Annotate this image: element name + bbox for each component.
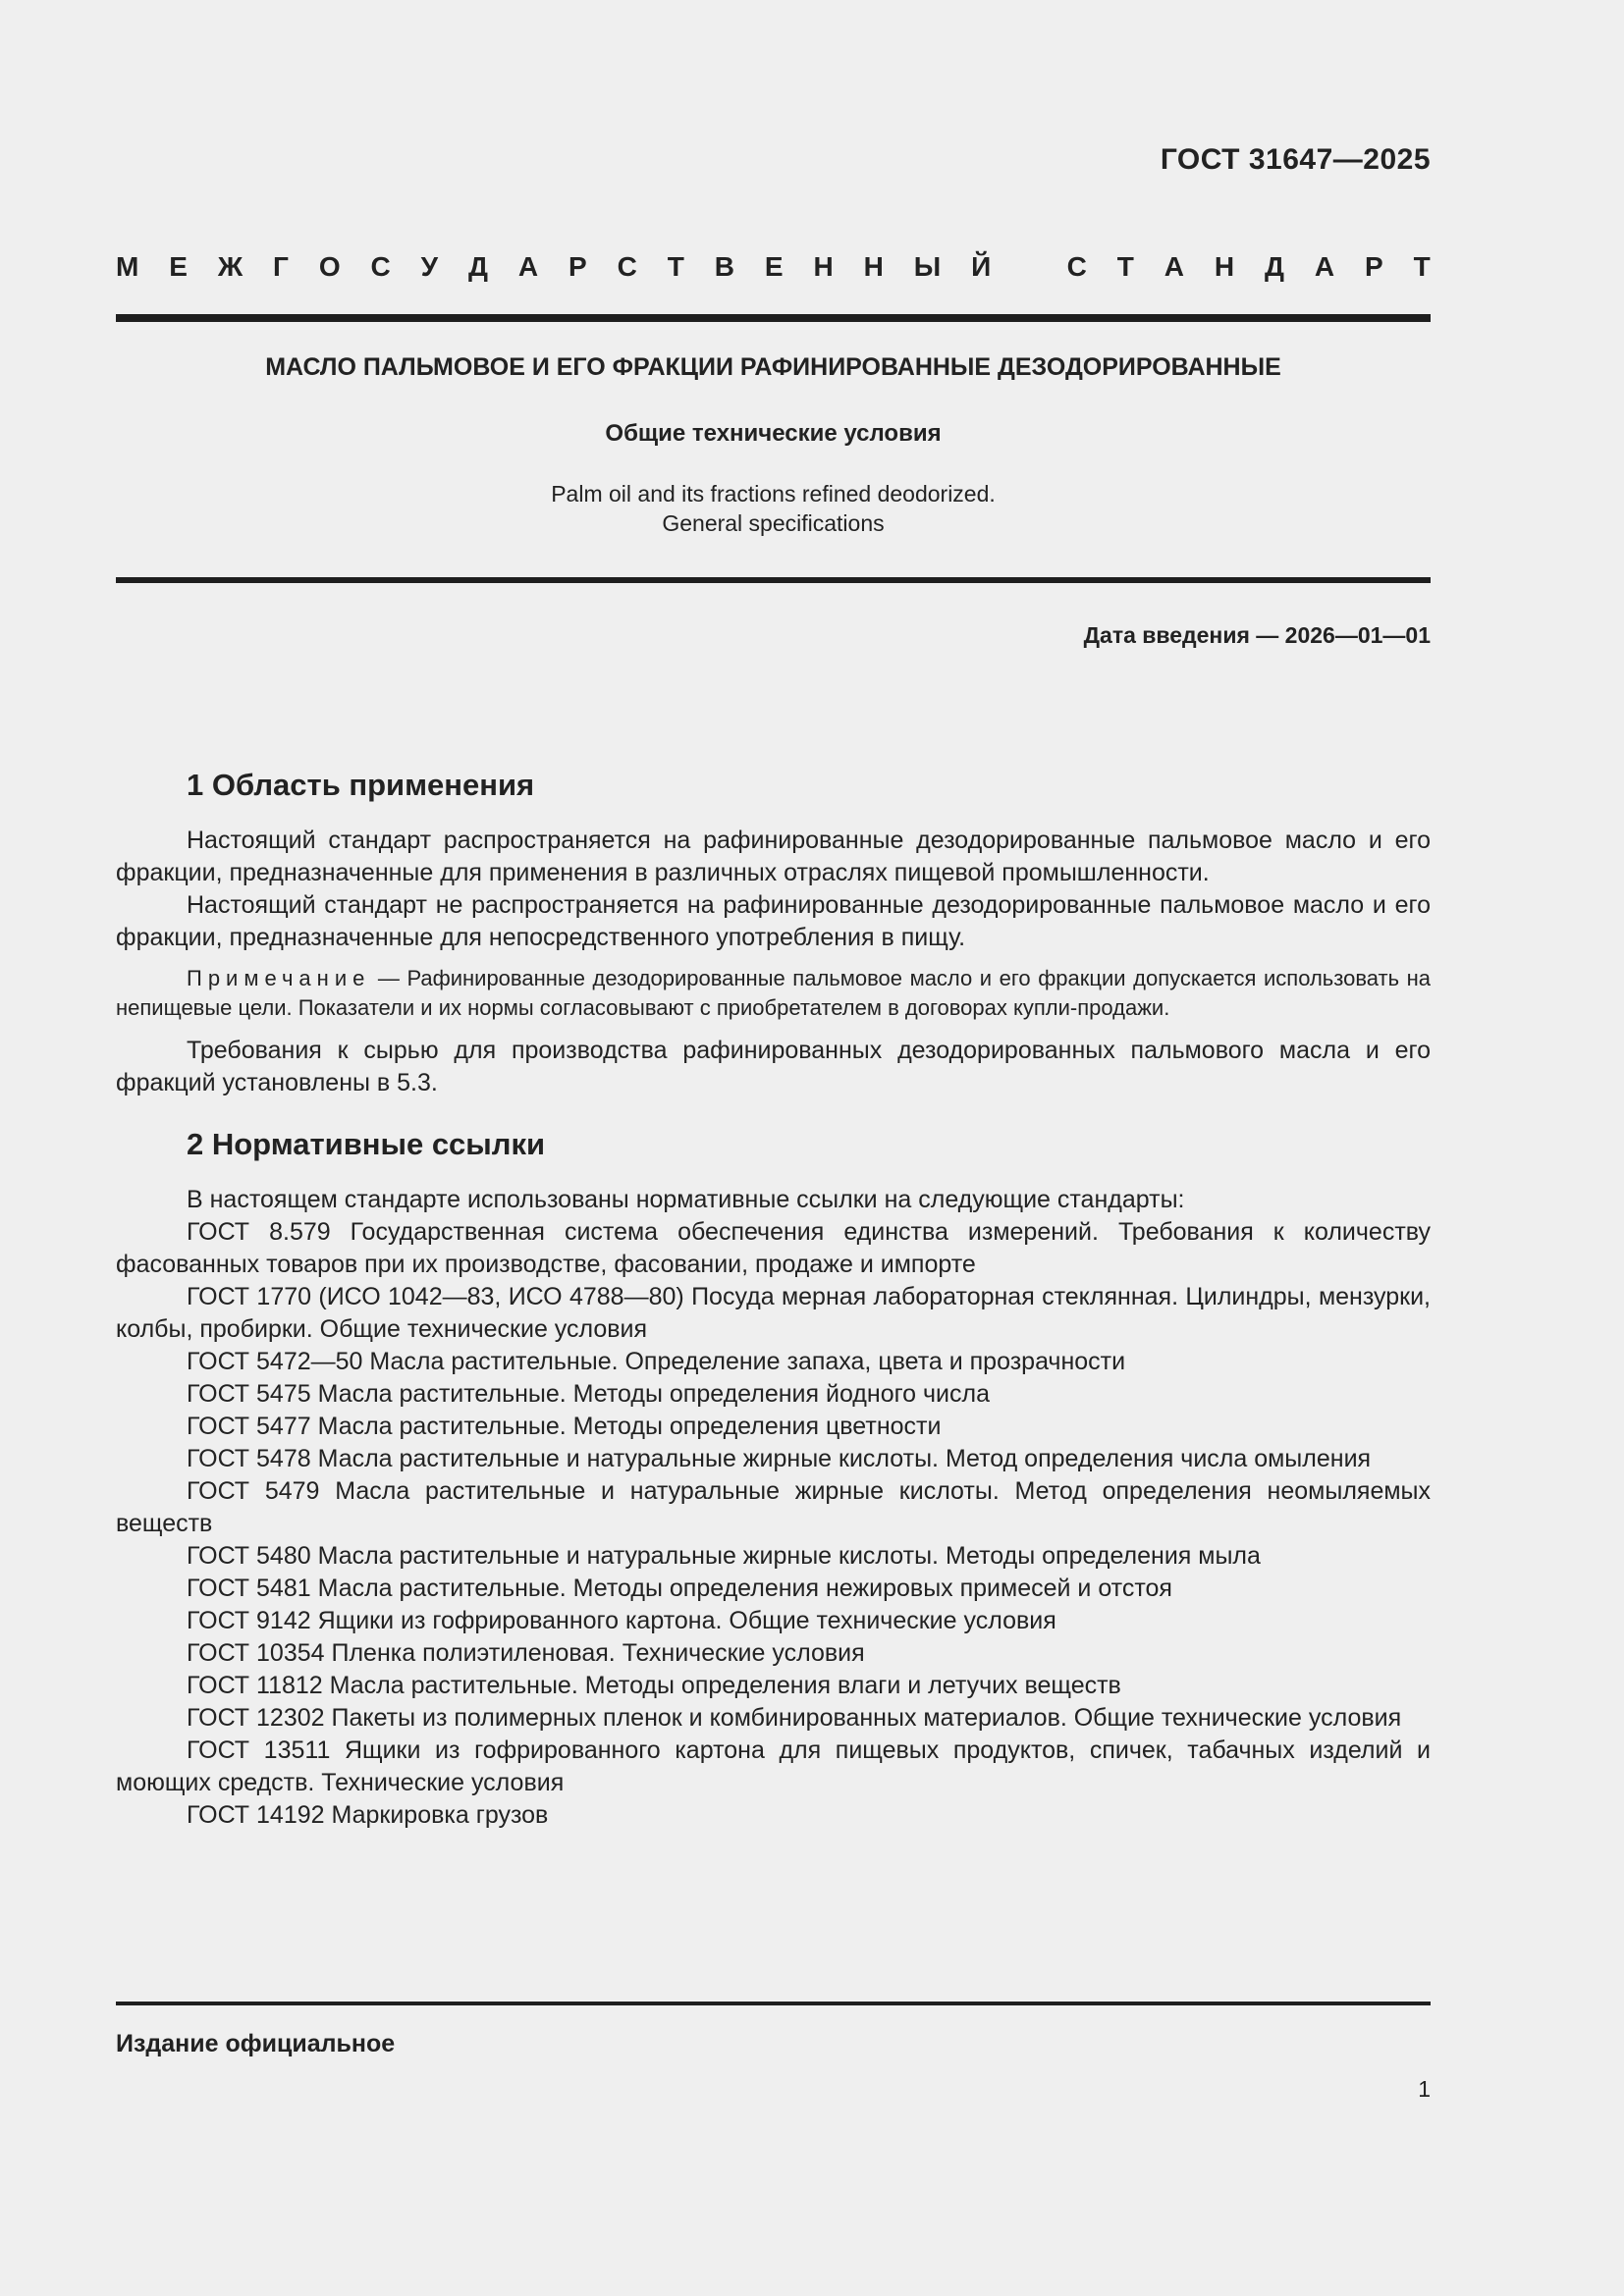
spacer bbox=[116, 1099, 1431, 1125]
paragraph: Требования к сырью для производства рафинированных дезодорированных пальмового масла и его фракций установлены в 5.3. bbox=[116, 1037, 1431, 1096]
doc-number: ГОСТ 31647—2025 bbox=[1160, 143, 1431, 176]
reference-item: ГОСТ 5480 Масла растительные и натуральные жирные кислоты. Методы определения мыла bbox=[187, 1542, 1261, 1570]
introduction-date: Дата введения — 2026—01—01 bbox=[1083, 622, 1431, 648]
reference-item: ГОСТ 5479 Масла растительные и натуральные жирные кислоты. Метод определения неомыляемых веществ bbox=[116, 1477, 1431, 1537]
reference-item: ГОСТ 5477 Масла растительные. Методы определения цветности bbox=[187, 1413, 942, 1440]
reference-item: ГОСТ 13511 Ящики из гофрированного картона для пищевых продуктов, спичек, табачных изделий и моющих средств. Технические условия bbox=[116, 1736, 1431, 1796]
reference-item: ГОСТ 5481 Масла растительные. Методы определения нежировых примесей и отстоя bbox=[187, 1575, 1172, 1602]
paragraph: В настоящем стандарте использованы нормативные ссылки на следующие стандарты: bbox=[187, 1186, 1185, 1213]
standard-type: М Е Ж Г О С У Д А Р С Т В Е Н Н Ы Й С Т А Н Д А Р Т bbox=[116, 251, 1431, 282]
references-list bbox=[116, 1216, 1431, 1832]
reference-item: ГОСТ 5475 Масла растительные. Методы определения йодного числа bbox=[187, 1380, 991, 1408]
title-rule bbox=[116, 577, 1431, 583]
section-heading: 1 Область применения bbox=[187, 768, 535, 802]
body-text bbox=[116, 766, 1431, 1832]
reference-item: ГОСТ 8.579 Государственная система обеспечения единства измерений. Требования к количеству фасованных товаров при их производстве, фасовании, продаже и импорте bbox=[116, 1218, 1431, 1278]
official-edition-label: Издание официальное bbox=[116, 2030, 396, 2057]
english-title-line: General specifications bbox=[662, 510, 885, 536]
section-heading: 2 Нормативные ссылки bbox=[187, 1127, 546, 1161]
reference-item: ГОСТ 5472—50 Масла растительные. Определение запаха, цвета и прозрачности bbox=[187, 1348, 1126, 1375]
reference-item: ГОСТ 11812 Масла растительные. Методы определения влаги и летучих веществ bbox=[187, 1672, 1121, 1699]
header-rule bbox=[116, 314, 1431, 322]
page-number: 1 bbox=[1418, 2076, 1431, 2102]
reference-item: ГОСТ 14192 Маркировка грузов bbox=[187, 1801, 549, 1829]
paragraph: Настоящий стандарт распространяется на рафинированные дезодорированные пальмовое масло и его фракции, предназначенные для применения в различных отраслях пищевой промышленности. bbox=[116, 827, 1431, 886]
document-subtitle: Общие технические условия bbox=[605, 420, 942, 447]
reference-item: ГОСТ 1770 (ИСО 1042—83, ИСО 4788—80) Посуда мерная лабораторная стеклянная. Цилиндры, мензурки, колбы, пробирки. Общие технические условия bbox=[116, 1283, 1431, 1343]
reference-item: ГОСТ 10354 Пленка полиэтиленовая. Технические условия bbox=[187, 1639, 865, 1667]
document-title: МАСЛО ПАЛЬМОВОЕ И ЕГО ФРАКЦИИ РАФИНИРОВАННЫЕ ДЕЗОДОРИРОВАННЫЕ bbox=[265, 353, 1281, 381]
note bbox=[116, 964, 1431, 1023]
english-title-line: Palm oil and its fractions refined deodorized. bbox=[551, 481, 996, 507]
reference-item: ГОСТ 12302 Пакеты из полимерных пленок и комбинированных материалов. Общие технические условия bbox=[187, 1704, 1402, 1732]
note-text: — Рафинированные дезодорированные пальмовое масло и его фракции допускается использовать на непищевые цели. Показатели и их нормы согласовывают с приобретателем в договорах купли-продажи. bbox=[116, 966, 1431, 1020]
footer-rule bbox=[116, 2002, 1431, 2005]
english-title bbox=[116, 479, 1431, 538]
reference-item: ГОСТ 5478 Масла растительные и натуральные жирные кислоты. Метод определения числа омыления bbox=[187, 1445, 1372, 1472]
note-label: Примечание bbox=[187, 966, 371, 990]
paragraph: Настоящий стандарт не распространяется на рафинированные дезодорированные пальмовое масло и его фракции, предназначенные для непосредственного употребления в пищу. bbox=[116, 891, 1431, 951]
reference-item: ГОСТ 9142 Ящики из гофрированного картона. Общие технические условия bbox=[187, 1607, 1056, 1634]
